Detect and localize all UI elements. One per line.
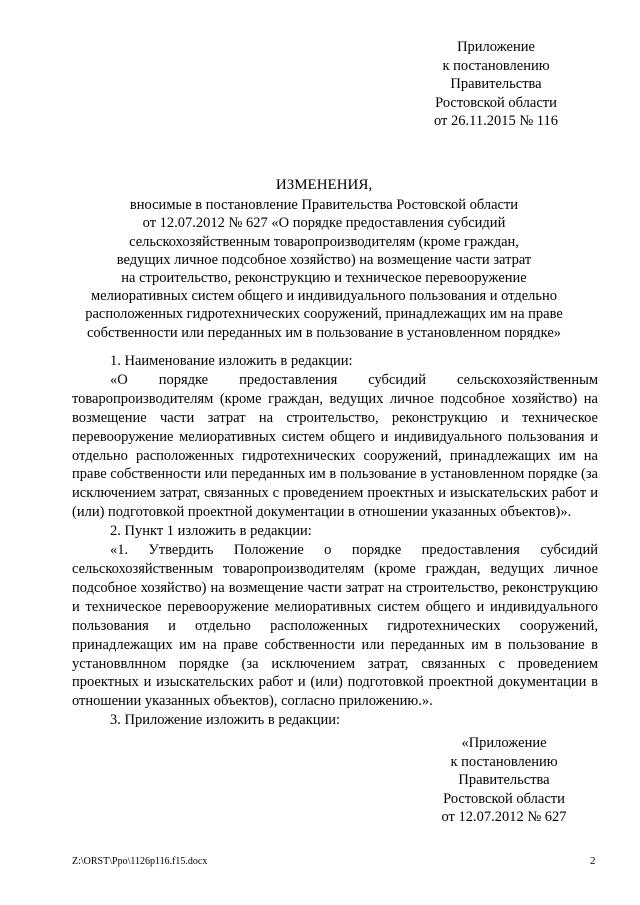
annex-line: «Приложение [461,735,547,751]
annex-line: от 12.07.2012 № 627 [441,809,567,825]
title-line: вносимые в постановление Правительства Ростовской области [129,197,519,214]
changes-heading: ИЗМЕНЕНИЯ, [275,177,373,193]
approval-block [416,38,576,131]
title-line: собственности или переданных им в пользование в установленном порядке» [86,324,562,341]
page-number: 2 [590,855,596,867]
title-line: ведущих личное подсобное хозяйство) на возмещение части затрат [116,251,532,268]
document-body [72,352,598,730]
item-2-title: 2. Пункт 1 изложить в редакции: [110,523,312,540]
annex-line: к постановлению [450,753,558,770]
title-line: мелиоративных систем общего и индивидуального пользования и отдельно [90,288,558,305]
item-1-text: «О порядке предоставления субсидий сельскохозяйственным товаропроизводителям (кроме граждан, ведущих личное подсобное хозяйство) на возмещение части затрат на строительство, реконструкцию и техническое перевооружение мелиоративных систем общего и индивидуального пользования и отдельно расположенных гидротехнических сооружений, принадлежащих им на праве собственности или переданных им в пользование в установленном порядке (за исключением затрат, связанных с проведением проектных и изыскательских работ и (или) подготовкой проектной документации в отношении указанных объектов)». [72,371,598,521]
title-line: на строительство, реконструкцию и техническое перевооружение [121,270,527,287]
annex-line: Правительства [458,772,550,788]
title-line: сельскохозяйственным товаропроизводителям (кроме граждан, [129,233,519,250]
approval-line: Приложение [457,39,535,55]
approval-line: от 26.11.2015 № 116 [433,113,559,129]
approval-line: Правительства [450,76,542,92]
annex-line: Ростовской области [443,790,565,807]
item-2-text: «1. Утвердить Положение о порядке предоставления субсидий сельскохозяйственным товаропроизводителям (кроме граждан, ведущих личное подсобное хозяйство) на возмещение части затрат на строительство, реконструкцию и техническое перевооружение мелиоративных систем общего и индивидуального пользования и отдельно расположенных гидротехнических сооружений, принадлежащих им на праве собственности или переданных им в пользование в установвлнном порядкe (за исключением затрат, связанных с проведением проектных и изыскательских работ и (или) подготовкой проектной документации в отношении указанных объектов), согласно приложению.». [72,542,598,710]
item-3-title: 3. Приложение изложить в редакции: [110,712,341,729]
approval-line: к постановлению [442,57,550,74]
changes-title-block [40,176,608,342]
approval-line: Ростовской области [435,94,557,111]
title-line: от 12.07.2012 № 627 «О порядке предоставления субсидий [142,215,506,232]
footer-file-path: Z:\ORST\Ppo\1126p116.f15.docx [72,856,208,867]
title-line: расположенных гидротехнических сооружений, принадлежащих им на праве [85,306,563,323]
item-1-title: 1. Наименование изложить в редакции: [110,353,353,369]
annex-block [424,734,584,827]
